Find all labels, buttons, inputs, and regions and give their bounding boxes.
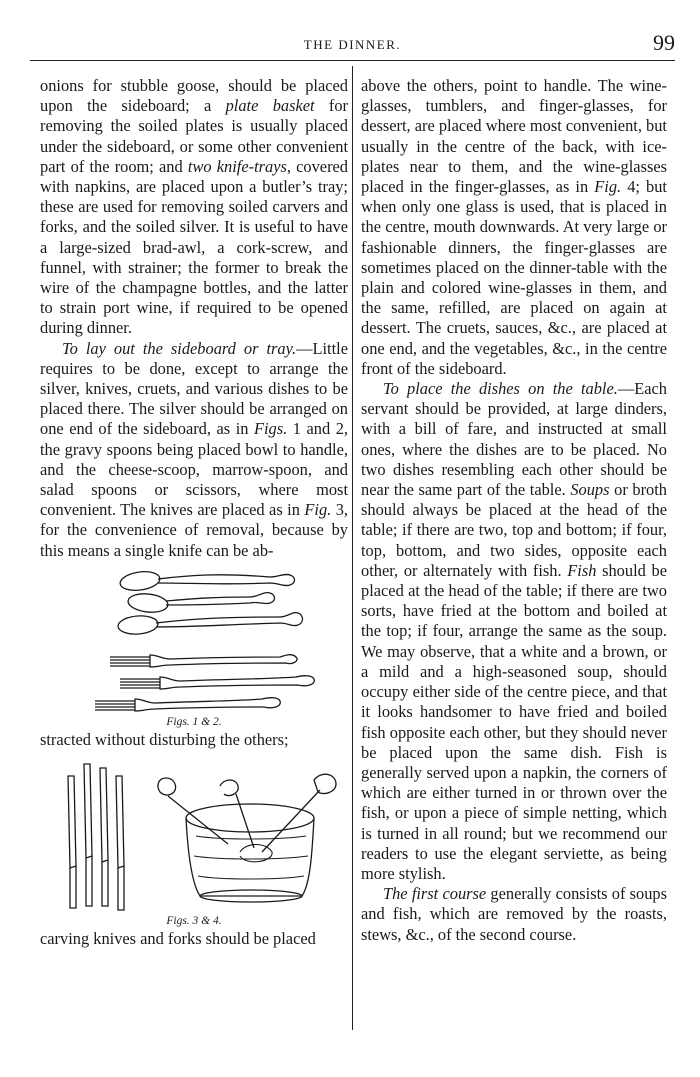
left-column xyxy=(40,76,348,949)
figure-caption: Figs. 1 & 2. xyxy=(166,715,222,728)
right-column xyxy=(361,76,667,945)
paragraph: To lay out the sideboard or tray.—Little requires to be done, except to arrange the silver, knives, cruets, and various dishes to be placed there. The silver should be arranged on one end of the sideboard, as in Figs. 1 and 2, the gravy spoons being placed bowl to handle, and the cheese-scoop, marrow-spoon, and salad spoons or scissors, where most convenient. The knives are placed as in Fig. 3, for the convenience of removal, because by this means a single knife can be ab- xyxy=(40,338,349,560)
paragraph: stracted without disturbing the others; xyxy=(40,729,289,749)
section-heading: To place the dishes on the table. xyxy=(383,379,618,399)
figure-spoons-forks xyxy=(40,567,348,715)
knives-finger-glass-illustration xyxy=(40,756,348,914)
paragraph: above the others, point to handle. The wine-glasses, tumblers, and finger-glasses, for dessert, are placed where most convenient, but usually in the centre of the back, with ice-plates near to them, and the wine-glasses placed in the finger-glasses, as in Fig. 4; but when only one glass is used, that is placed in the centre, mouth downwards. At very large or fashionable dinners, the finger-glasses are sometimes placed on the dinner-table with the plain and colored wine-glasses in them, and the same, refilled, are placed on again at dessert. The cruets, sauces, &c., are placed at one end, and the vegetables, &c., in the centre front of the sideboard. xyxy=(361,76,667,378)
page-number: 99 xyxy=(653,30,675,55)
paragraph: carving knives and forks should be placed xyxy=(40,929,316,949)
emphasis: plate basket xyxy=(225,96,315,116)
emphasis: two knife-trays xyxy=(187,156,287,176)
section-heading: The first course xyxy=(383,884,487,904)
column-rule xyxy=(352,66,353,1030)
spoons-forks-illustration xyxy=(40,567,348,715)
paragraph: onions for stubble goose, should be placed upon the sideboard; a plate basket for removing the soiled plates is usually placed under the sideboard, or some other convenient part of the room; and two knife-trays, covered with napkins, are placed upon a butler’s tray; these are used for removing soiled carvers and forks, and the soiled silver. It is useful to have a large-sized brad-awl, a cork-screw, and funnel, with strainer; the former to break the wire of the champagne bottles, and the latter to strain port wine, if required to be opened during dinner. xyxy=(40,76,349,338)
section-heading: To lay out the sideboard or tray. xyxy=(62,338,297,358)
running-head: THE DINNER. xyxy=(303,37,402,52)
paragraph: To place the dishes on the table.—Each servant should be provided, at large dinders, with a bill of fare, and instructed at small ones, where the dishes are to be placed. No two dishes resembling each other should be near the same part of the table. Soups or broth should always be placed at the head of the table; if there are two, top and bottom; if four, top, bottom, and two sides, opposite each other, or alternately with fish. Fish should be placed at the head of the table; if there are two sorts, have fried at the bottom and boiled at the top; if four, arrange the same as the soup. We may observe, that a white and a brown, or a mild and a high-seasoned soup, should occupy either side of the centre piece, and that it looks handsomer to have fried and boiled fish opposite each other, but they should never be placed upon the same dish. Fish is generally served upon a napkin, the corners of which are either turned in or thrown over the fish, or upon a piece of simple netting, which is turned in all round; but we recommend our readers to use the elegant serviette, as being more stylish. xyxy=(361,379,668,883)
figure-knives-glasses xyxy=(40,756,348,914)
paragraph: The first course generally consists of soups and fish, which are removed by the roasts, stews, &c., of the second course. xyxy=(361,884,667,944)
page-header xyxy=(30,30,675,61)
figure-caption: Figs. 3 & 4. xyxy=(166,915,222,928)
